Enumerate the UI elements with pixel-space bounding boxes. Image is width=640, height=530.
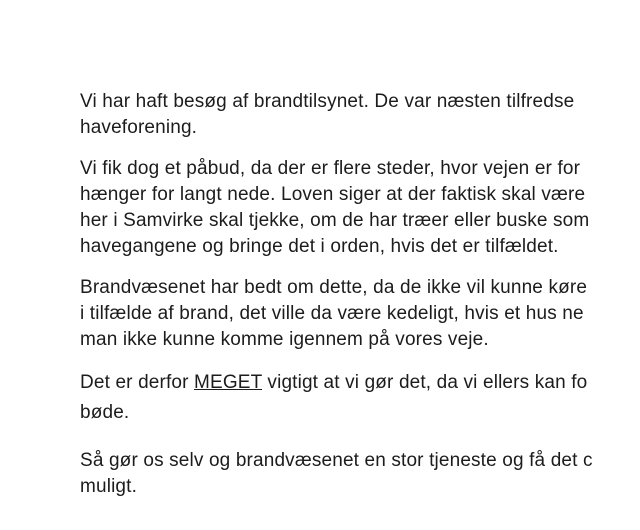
text-segment: Det er derfor (80, 372, 195, 393)
text-line: muligt. (80, 476, 138, 497)
letter-body (80, 89, 640, 515)
text-line: Så gør os selv og brandvæsenet en stor tjeneste og få det c (80, 450, 593, 471)
text-line: havegangene og bringe det i orden, hvis det er tilfældet. (80, 236, 559, 257)
paragraph-fire-inspection (80, 89, 640, 141)
paragraph-injunction (80, 156, 640, 260)
text-line: Vi fik dog et påbud, da der er flere steder, hvor vejen er for (80, 158, 581, 179)
text-line: Brandvæsenet har bedt om dette, da de ikke vil kunne køre (80, 277, 588, 298)
text-line: Vi har haft besøg af brandtilsynet. De var næsten tilfredse (80, 91, 575, 112)
text-line: man ikke kunne komme igennem på vores veje. (80, 329, 489, 350)
paragraph-importance (80, 368, 640, 428)
text-line: i tilfælde af brand, det ville da være kedeligt, hvis et hus ne (80, 303, 584, 324)
paragraph-fire-department-request (80, 275, 640, 353)
text-line (80, 368, 640, 398)
emphasis-underlined: MEGET (194, 372, 262, 393)
text-line: haveforening. (80, 117, 198, 138)
paragraph-closing-request (80, 448, 640, 500)
text-segment: vigtigt at vi gør det, da vi ellers kan fo (262, 372, 588, 393)
text-line: bøde. (80, 402, 130, 423)
text-line: hænger for langt nede. Loven siger at der faktisk skal være (80, 184, 586, 205)
text-line: her i Samvirke skal tjekke, om de har træer eller buske som (80, 210, 590, 231)
